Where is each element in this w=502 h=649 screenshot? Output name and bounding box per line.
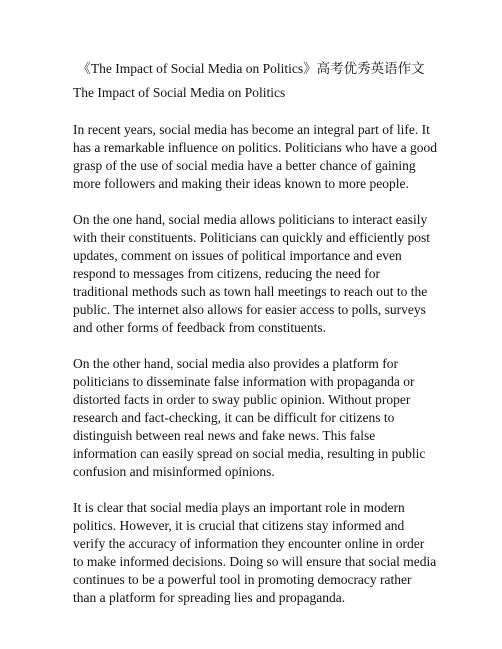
text-line: continues to be a powerful tool in promoting democracy rather [73, 572, 412, 587]
text-line: distorted facts in order to sway public opinion. Without proper [73, 392, 411, 407]
document-title: 《The Impact of Social Media on Politics》高考优秀英语作文 [77, 61, 425, 76]
text-line: confusion and misinformed opinions. [73, 464, 275, 479]
text-line: politics. However, it is crucial that citizens stay informed and [73, 518, 405, 533]
paragraph-4 [73, 499, 435, 607]
text-line: more followers and making their ideas known to more people. [73, 176, 409, 191]
text-line: with their constituents. Politicians can quickly and efficiently post [73, 230, 431, 245]
text-line: In recent years, social media has become an integral part of life. It [73, 122, 430, 137]
text-line: respond to messages from citizens, reducing the need for [73, 266, 381, 281]
text-line: On the other hand, social media also provides a platform for [73, 356, 399, 371]
text-line: updates, comment on issues of political importance and even [73, 248, 402, 263]
text-line: has a remarkable influence on politics. Politicians who have a good [73, 140, 438, 155]
text-line: to make informed decisions. Doing so will ensure that social media [73, 554, 437, 569]
text-line: and other forms of feedback from constituents. [73, 320, 327, 335]
paragraph-1 [73, 121, 438, 193]
text-line: traditional methods such as town hall meetings to reach out to the [73, 284, 428, 299]
text-line: grasp of the use of social media have a better chance of gaining [73, 158, 416, 173]
text-line: verify the accuracy of information they encounter online in order [73, 536, 425, 551]
essay-body [73, 121, 438, 625]
text-line: than a platform for spreading lies and propaganda. [73, 590, 346, 605]
paragraph-2 [73, 211, 435, 337]
text-line: distinguish between real news and fake news. This false [73, 428, 376, 443]
essay-title: The Impact of Social Media on Politics [73, 85, 286, 100]
paragraph-3 [73, 355, 435, 481]
text-line: research and fact-checking, it can be difficult for citizens to [73, 410, 395, 425]
text-line: information can easily spread on social media, resulting in public [73, 446, 426, 461]
text-line: politicians to disseminate false information with propaganda or [73, 374, 415, 389]
text-line: On the one hand, social media allows politicians to interact easily [73, 212, 428, 227]
text-line: public. The internet also allows for easier access to polls, surveys [73, 302, 426, 317]
text-line: It is clear that social media plays an important role in modern [73, 500, 405, 515]
